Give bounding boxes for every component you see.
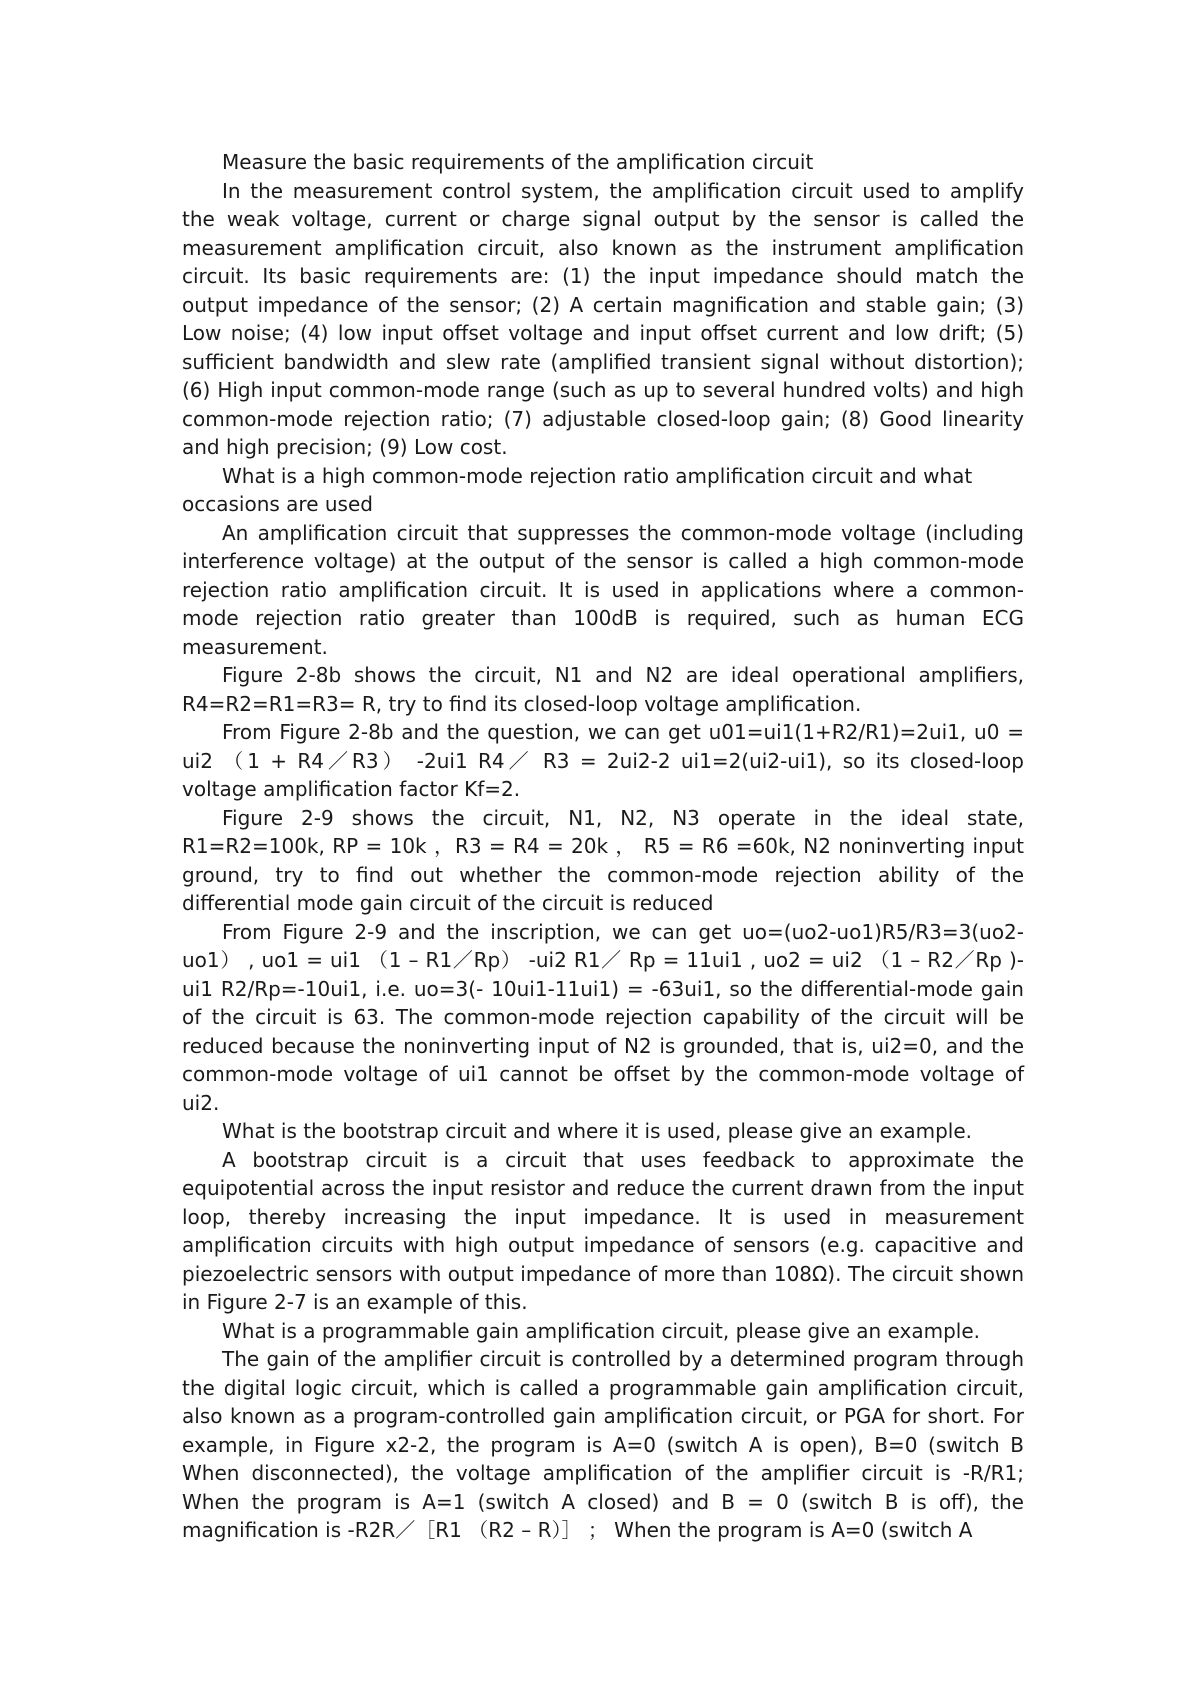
paragraph-figure-2-8b-answer: From Figure 2-8b and the question, we can get u01=ui1(1+R2/R1)=2ui1, u0 = ui2 （1 + R4／R3） -2ui1 R4／ R3 = 2ui2-2 ui1=2(ui2-ui1), so its closed-loop voltage amplification factor Kf=2. [182,720,1024,801]
document-page [182,148,1024,1545]
paragraph-figure-2-9-answer: From Figure 2-9 and the inscription, we can get uo=(uo2-uo1)R5/R3=3(uo2-uo1） , uo1 = ui1 （1 – R1／Rp） -ui2 R1／ Rp = 11ui1 , uo2 = ui2 （1 – R2／Rp )-ui1 R2/Rp=-10ui1, i.e. uo=3(- 10ui1-11ui1) = -63ui1, so the differential-mode gain of the circuit is 63. The common-mode rejection capability of the circuit will be reduced because the noninverting input of N2 is grounded, that is, ui2=0, and the common-mode voltage of ui1 cannot be offset by the common-mode voltage of ui2. [182,919,1024,1115]
section-heading-amplification-requirements: Measure the basic requirements of the amplification circuit [222,150,814,174]
section-heading-cmrr-circuit: What is a high common-mode rejection ratio amplification circuit and what occasions are used [182,463,973,516]
paragraph-pga-answer: The gain of the amplifier circuit is controlled by a determined program through the digital logic circuit, which is called a programmable gain amplification circuit, also known as a program-controlled gain amplification circuit, or PGA for short. For example, in Figure x2-2, the program is A=0 (switch A is open), B=0 (switch B When disconnected), the voltage amplification of the amplifier circuit is -R/R1; When the program is A=1 (switch A closed) and B = 0 (switch B is off), the magnification is -R2R／［R1 （R2 – R）］ ； When the program is A=0 (switch A [182,1347,1024,1542]
paragraph-figure-2-8b-question: Figure 2-8b shows the circuit, N1 and N2 are ideal operational amplifiers, R4=R2=R1=R3= R, try to find its closed-loop voltage amplification. [182,663,1024,716]
paragraph-cmrr-definition: An amplification circuit that suppresses the common-mode voltage (including interference voltage) at the output of the sensor is called a high common-mode rejection ratio amplification circuit. It is used in applications where a common-mode rejection ratio greater than 100dB is required, such as human ECG measurement. [182,520,1024,659]
section-heading-pga: What is a programmable gain amplification circuit, please give an example. [222,1318,980,1343]
paragraph-basic-requirements: In the measurement control system, the amplification circuit used to amplify the weak voltage, current or charge signal output by the sensor is called the measurement amplification circuit, also known as the instrument amplification circuit. Its basic requirements are: (1) the input impedance should match the output impedance of the sensor; (2) A certain magnification and stable gain; (3) Low noise; (4) low input offset voltage and input offset current and low drift; (5) sufficient bandwidth and slew rate (amplified transient signal without distortion); (6) High input common-mode range (such as up to several hundred volts) and high common-mode rejection ratio; (7) adjustable closed-loop gain; (8) Good linearity and high precision; (9) Low cost. [182,178,1024,459]
section-heading-bootstrap-circuit: What is the bootstrap circuit and where it is used, please give an example. [222,1119,973,1143]
paragraph-bootstrap-answer: A bootstrap circuit is a circuit that uses feedback to approximate the equipotential across the input resistor and reduce the current drawn from the input loop, thereby increasing the input impedance. It is used in measurement amplification circuits with high output impedance of sensors (e.g. capacitive and piezoelectric sensors with output impedance of more than 108Ω). The circuit shown in Figure 2-7 is an example of this. [182,1147,1024,1314]
paragraph-figure-2-9-question: Figure 2-9 shows the circuit, N1, N2, N3 operate in the ideal state, R1=R2=100k, RP = 10k ，R3 = R4 = 20k ， R5 = R6 =60k, N2 noninverting input ground, try to find out whether the common-mode rejection ability of the differential mode gain circuit of the circuit is reduced [182,805,1024,915]
